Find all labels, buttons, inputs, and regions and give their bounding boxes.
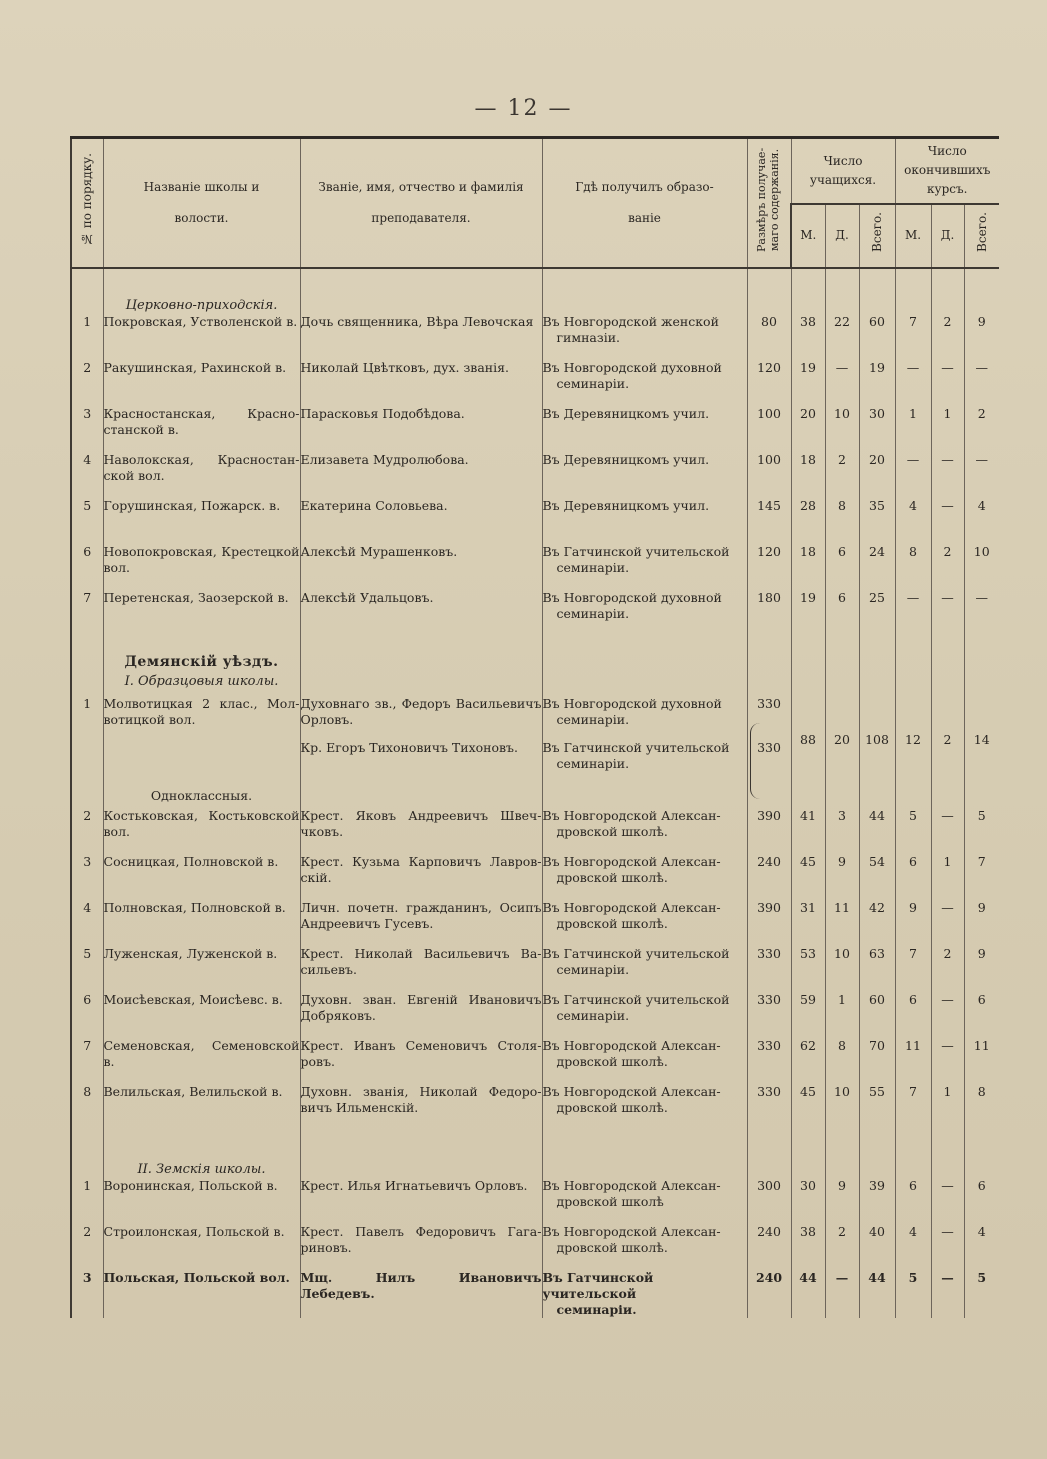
students-total: 70 [859, 1038, 895, 1084]
school-name: Полновская, Полновской в. [103, 900, 300, 946]
header-students-d: Д. [825, 204, 859, 268]
teacher-name: Николай Цвѣтковъ, дух. званія. [300, 360, 542, 406]
students-d: 22 [825, 314, 859, 360]
education-place: Въ Деревяницкомъ учил. [542, 498, 747, 544]
education-place: Въ Новгородской духовной семинаріи. [542, 360, 747, 406]
row-number: 7 [71, 590, 103, 636]
header-students-total: Всего. [859, 204, 895, 268]
students-total: 40 [859, 1224, 895, 1270]
students-total: 39 [859, 1178, 895, 1224]
teacher-name: Мщ. Нилъ Ивановичъ Лебедевъ. [300, 1270, 542, 1318]
graduates-m: 4 [895, 1224, 931, 1270]
students-m: 31 [791, 900, 825, 946]
teacher-name: Парасковья Подобѣдова. [300, 406, 542, 452]
table-row [71, 544, 999, 590]
students-m: 45 [791, 1084, 825, 1130]
students-total: 19 [859, 360, 895, 406]
teacher-name: Личн. почетн. гражданинъ, Осипъ Андреевичъ Гусевъ. [300, 900, 542, 946]
school-name: Краснoстанская, Красно-станской в. [103, 406, 300, 452]
teacher-name: Екатерина Соловьева. [300, 498, 542, 544]
graduates-m: 5 [895, 1270, 931, 1318]
salary: 80 [747, 314, 791, 360]
header-graduates: Число окончившихъ курсъ. [895, 138, 999, 204]
students-d: 3 [825, 808, 859, 854]
graduates-d: — [931, 1224, 964, 1270]
graduates-m: 4 [895, 498, 931, 544]
school-name: Воронинская, Польской в. [103, 1178, 300, 1224]
students-d: 1 [825, 992, 859, 1038]
section-zemsky: II. Земскія школы. [137, 1161, 266, 1177]
education-place: Въ Новгородской Алексан- дровской школѣ. [542, 854, 747, 900]
students-total: 30 [859, 406, 895, 452]
students-d: 10 [825, 1084, 859, 1130]
graduates-total: 4 [964, 498, 999, 544]
students-total: 44 [859, 1270, 895, 1318]
graduates-m: 7 [895, 946, 931, 992]
education-place: Въ Деревяницкомъ учил. [542, 452, 747, 498]
graduates-d: — [931, 1270, 964, 1318]
graduates-d: — [931, 808, 964, 854]
graduates-m: 6 [895, 992, 931, 1038]
salary: 240 [747, 1224, 791, 1270]
graduates-d: — [931, 360, 964, 406]
salary: 120 [747, 360, 791, 406]
graduates-d: — [931, 900, 964, 946]
graduates-total: 9 [964, 314, 999, 360]
salary: 240 [747, 854, 791, 900]
education-place: Въ Новгородской женской гимназіи. [542, 314, 747, 360]
graduates-d: 2 [931, 314, 964, 360]
students-d: 9 [825, 854, 859, 900]
table-row [71, 808, 999, 854]
teacher-name: Духовн. зван. Евгеній Ивановичъ Добряковъ. [300, 992, 542, 1038]
students-total: 54 [859, 854, 895, 900]
students-m: 30 [791, 1178, 825, 1224]
students-m: 18 [791, 452, 825, 498]
school-name: Горушинская, Пожарск. в. [103, 498, 300, 544]
table-row [71, 854, 999, 900]
table-row [71, 590, 999, 636]
school-name: Перетенская, Заозерской в. [103, 590, 300, 636]
students-total: 63 [859, 946, 895, 992]
education-place: Въ Новгородской Алексан- дровской школѣ. [542, 1084, 747, 1130]
school-name: Костьковская, Костьковской вол. [103, 808, 300, 854]
graduates-m: — [895, 360, 931, 406]
table-row: 1 Молвотицкая 2 клас., Мол-вотицкой вол. Духовнаго зв., Федоръ Васильевичъ Орловъ. Въ Новгородской духовной семинаріи. 330 88 20 108 12 2 14 [71, 696, 999, 740]
salary: 145 [747, 498, 791, 544]
students-d: 10 [825, 946, 859, 992]
header-graduates-total: Всего. [964, 204, 999, 268]
table-row [71, 452, 999, 498]
school-name: Сосницкая, Полновской в. [103, 854, 300, 900]
graduates-d: 1 [931, 1084, 964, 1130]
teacher-name: Дочь священника, Вѣра Левочская [300, 314, 542, 360]
graduates-d: 2 [931, 544, 964, 590]
students-total: 24 [859, 544, 895, 590]
header-salary: Размѣръ получае-мaго содержанія. [747, 138, 791, 268]
teacher-name: Алексѣй Мурашенковъ. [300, 544, 542, 590]
header-education: Гдѣ получилъ образо- ваніе [542, 138, 747, 268]
graduates-m: 7 [895, 1084, 931, 1130]
graduates-total: 6 [964, 992, 999, 1038]
students-d: — [825, 1270, 859, 1318]
table-row [71, 1084, 999, 1130]
table-row [71, 1224, 999, 1270]
graduates-total: — [964, 590, 999, 636]
graduates-d: 2 [931, 946, 964, 992]
table-row [71, 1178, 999, 1224]
teacher-name: Крест. Павелъ Федоровичъ Гага-риновъ. [300, 1224, 542, 1270]
school-name: Новопокровская, Крестецкой вол. [103, 544, 300, 590]
students-m: 38 [791, 314, 825, 360]
students-total: 60 [859, 314, 895, 360]
education-place: Въ Гатчинской учительской семинаріи. [542, 544, 747, 590]
row-number: 2 [71, 1224, 103, 1270]
header-school: Названіе школы и волости. [103, 138, 300, 268]
students-total: 44 [859, 808, 895, 854]
school-name: Велильская, Велильской в. [103, 1084, 300, 1130]
table-row: Кр. Егоръ Тихоновичъ Тихоновъ. Въ Гатчинской учительской семинаріи. 330 [71, 740, 999, 784]
graduates-total: 10 [964, 544, 999, 590]
salary: 180 [747, 590, 791, 636]
table-row [71, 900, 999, 946]
students-m: 28 [791, 498, 825, 544]
header-graduates-m: М. [895, 204, 931, 268]
table-row [71, 1038, 999, 1084]
row-number: 2 [71, 808, 103, 854]
row-number: 3 [71, 854, 103, 900]
students-d: — [825, 360, 859, 406]
students-d: 9 [825, 1178, 859, 1224]
graduates-m: 9 [895, 900, 931, 946]
table-row [71, 992, 999, 1038]
graduates-m: 5 [895, 808, 931, 854]
education-place: Въ Новгородской Алексан- дровской школѣ [542, 1178, 747, 1224]
students-total: 55 [859, 1084, 895, 1130]
graduates-m: 11 [895, 1038, 931, 1084]
teacher-name: Алексѣй Удальцовъ. [300, 590, 542, 636]
section-model-schools: I. Образцовыя школы. [124, 673, 279, 689]
school-name: Моисѣевская, Моисѣевс. в. [103, 992, 300, 1038]
education-place: Въ Деревяницкомъ учил. [542, 406, 747, 452]
salary: 330 [747, 1038, 791, 1084]
graduates-d: — [931, 452, 964, 498]
students-m: 20 [791, 406, 825, 452]
header-students-m: М. [791, 204, 825, 268]
row-number: 5 [71, 946, 103, 992]
salary: 300 [747, 1178, 791, 1224]
salary: 240 [747, 1270, 791, 1318]
students-total: 60 [859, 992, 895, 1038]
row-number: 7 [71, 1038, 103, 1084]
brace-mark [750, 723, 761, 799]
row-number: 2 [71, 360, 103, 406]
education-place: Въ Гатчинской учительской семинаріи. [542, 992, 747, 1038]
graduates-total: — [964, 360, 999, 406]
school-name: Молвотицкая 2 клас., Мол-вотицкой вол. [103, 696, 300, 740]
teacher-name: Крест. Иванъ Семеновичъ Столя-ровъ. [300, 1038, 542, 1084]
row-number: 3 [71, 406, 103, 452]
students-d: 6 [825, 590, 859, 636]
salary: 330 [747, 992, 791, 1038]
salary: 100 [747, 406, 791, 452]
header-graduates-d: Д. [931, 204, 964, 268]
students-m: 19 [791, 360, 825, 406]
table-row [71, 498, 999, 544]
school-name: Луженская, Луженской в. [103, 946, 300, 992]
graduates-total: 7 [964, 854, 999, 900]
row-number: 1 [71, 314, 103, 360]
teacher-name: Кр. Егоръ Тихоновичъ Тихоновъ. [300, 740, 542, 784]
students-total: 35 [859, 498, 895, 544]
header-number: № по порядку. [71, 138, 103, 268]
students-d: 6 [825, 544, 859, 590]
students-m: 62 [791, 1038, 825, 1084]
graduates-d: — [931, 1178, 964, 1224]
education-place: Въ Новгородской Алексан- дровской школѣ. [542, 1038, 747, 1084]
graduates-d: — [931, 498, 964, 544]
students-d: 11 [825, 900, 859, 946]
row-number: 3 [71, 1270, 103, 1318]
schools-table [70, 136, 999, 1318]
row-number: 4 [71, 452, 103, 498]
education-place: Въ Гатчинской учительской семинаріи. [542, 946, 747, 992]
graduates-m: — [895, 590, 931, 636]
education-place: Въ Новгородской Алексан- дровской школѣ. [542, 1224, 747, 1270]
graduates-total: 8 [964, 1084, 999, 1130]
students-total: 25 [859, 590, 895, 636]
teacher-name: Духовнаго зв., Федоръ Васильевичъ Орловъ. [300, 696, 542, 740]
graduates-total: 9 [964, 946, 999, 992]
students-m: 59 [791, 992, 825, 1038]
teacher-name: Духовн. званія, Николай Федоро-вичъ Ильменскій. [300, 1084, 542, 1130]
students-d: 10 [825, 406, 859, 452]
students-m: 38 [791, 1224, 825, 1270]
table-row [71, 946, 999, 992]
salary: 390 [747, 900, 791, 946]
page-number: — 12 — [474, 96, 573, 121]
students-m: 45 [791, 854, 825, 900]
header-students: Число учащихся. [791, 138, 895, 204]
teacher-name: Елизавета Мудролюбова. [300, 452, 542, 498]
row-number: 6 [71, 992, 103, 1038]
graduates-total: 4 [964, 1224, 999, 1270]
header-teacher: Званіе, имя, отчество и фамилія преподавателя. [300, 138, 542, 268]
education-place: Въ Новгородской духовной семинаріи. [542, 590, 747, 636]
education-place: Въ Новгородской Алексан- дровской школѣ. [542, 808, 747, 854]
teacher-name: Крест. Илья Игнатьевичъ Орловъ. [300, 1178, 542, 1224]
graduates-total: 5 [964, 808, 999, 854]
row-number: 5 [71, 498, 103, 544]
students-d: 2 [825, 1224, 859, 1270]
graduates-m: 8 [895, 544, 931, 590]
graduates-m: 6 [895, 854, 931, 900]
row-number: 6 [71, 544, 103, 590]
students-m: 44 [791, 1270, 825, 1318]
graduates-d: — [931, 1038, 964, 1084]
school-name: Строилонская, Польской в. [103, 1224, 300, 1270]
school-name: Наволокская, Красностан-ской вол. [103, 452, 300, 498]
students-total: 20 [859, 452, 895, 498]
graduates-total: 6 [964, 1178, 999, 1224]
education-place: Въ Гатчинской учительской семинаріи. [542, 1270, 747, 1318]
graduates-d: 1 [931, 854, 964, 900]
students-m: 19 [791, 590, 825, 636]
students-d: 8 [825, 1038, 859, 1084]
table-row [71, 314, 999, 360]
salary: 390 [747, 808, 791, 854]
students-d: 2 [825, 452, 859, 498]
table-row [71, 406, 999, 452]
section-uezd: Демянскій уѣздъ. [124, 653, 279, 670]
graduates-total: 2 [964, 406, 999, 452]
table-row [71, 360, 999, 406]
graduates-total: 11 [964, 1038, 999, 1084]
row-number: 1 [71, 1178, 103, 1224]
graduates-total: 9 [964, 900, 999, 946]
salary: 100 [747, 452, 791, 498]
graduates-d: — [931, 590, 964, 636]
salary: 330 [747, 946, 791, 992]
students-m: 53 [791, 946, 825, 992]
school-name: Ракушинская, Рахинской в. [103, 360, 300, 406]
teacher-name: Крест. Кузьма Карповичъ Лавров-скій. [300, 854, 542, 900]
students-d: 8 [825, 498, 859, 544]
graduates-m: 6 [895, 1178, 931, 1224]
graduates-m: — [895, 452, 931, 498]
teacher-name: Крест. Николай Васильевичъ Ва-сильевъ. [300, 946, 542, 992]
graduates-d: 1 [931, 406, 964, 452]
salary: 330 [747, 1084, 791, 1130]
table-row [71, 1270, 999, 1318]
row-number: 8 [71, 1084, 103, 1130]
education-place: Въ Новгородской Алексан- дровской школѣ. [542, 900, 747, 946]
students-m: 41 [791, 808, 825, 854]
school-name: Покровская, Устволенской в. [103, 314, 300, 360]
graduates-d: — [931, 992, 964, 1038]
graduates-m: 7 [895, 314, 931, 360]
graduates-total: — [964, 452, 999, 498]
row-number: 4 [71, 900, 103, 946]
teacher-name: Крест. Яковъ Андреевичъ Швеч-чковъ. [300, 808, 542, 854]
salary: 120 [747, 544, 791, 590]
students-m: 18 [791, 544, 825, 590]
section-church: Церковно-приходскія. [125, 297, 278, 313]
school-name: Семеновская, Семеновской в. [103, 1038, 300, 1084]
students-total: 42 [859, 900, 895, 946]
section-single-class: Одноклассныя. [150, 787, 253, 803]
graduates-m: 1 [895, 406, 931, 452]
school-name: Польская, Польской вол. [103, 1270, 300, 1318]
graduates-total: 5 [964, 1270, 999, 1318]
